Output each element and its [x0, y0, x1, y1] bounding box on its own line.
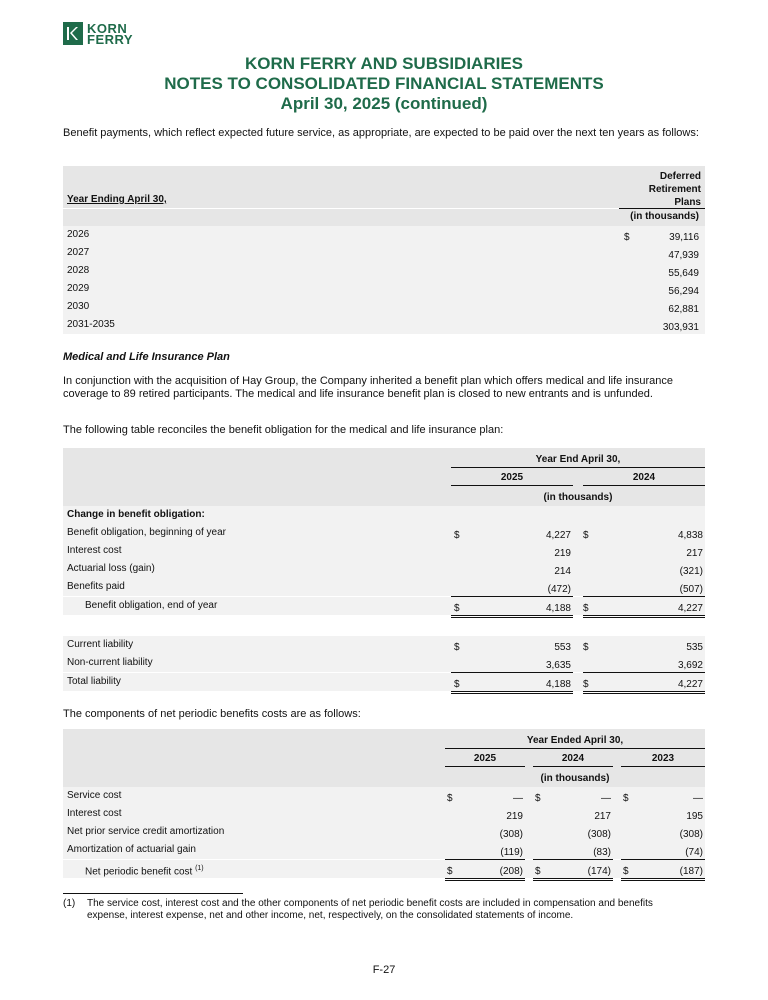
title-line-2: NOTES TO CONSOLIDATED FINANCIAL STATEMENTS	[164, 74, 604, 93]
dollar-sign: $	[454, 679, 460, 690]
value-2025: (308)	[499, 829, 523, 840]
medical-plan-paragraph: In conjunction with the acquisition of Hay Group, the Company inherited a benefit plan which offers medical and life insurance coverage to 89 retired participants. The medical and life insurance benefit plan is closed to new entrants and is unfunded.	[63, 375, 674, 400]
table-header-row	[63, 448, 705, 506]
year-header: 2025	[500, 472, 524, 483]
value-2024: 4,227	[677, 679, 703, 690]
year-header: 2024	[561, 753, 585, 764]
row-value: 39,116	[669, 232, 699, 243]
value-2024: 3,692	[677, 660, 703, 671]
value-2024: 535	[686, 642, 703, 653]
value-2023: (308)	[679, 829, 703, 840]
table-row	[63, 280, 705, 298]
row-label: Non-current liability	[67, 657, 153, 668]
row-value: 62,881	[668, 304, 699, 315]
value-2025: 4,188	[545, 679, 571, 690]
year-header: 2023	[651, 753, 675, 764]
row-label: Total liability	[67, 676, 121, 687]
units-label: (in thousands)	[543, 492, 613, 503]
footnote	[63, 898, 683, 922]
table-row	[63, 636, 705, 654]
korn-ferry-logo	[63, 22, 133, 45]
dollar-sign: $	[583, 603, 589, 614]
logo-word-2: FERRY	[87, 31, 134, 47]
table-row	[63, 298, 705, 316]
total-double-rule	[445, 878, 525, 881]
value-2024: (83)	[593, 847, 611, 858]
value-2024: 4,227	[677, 603, 703, 614]
page-number: F-27	[372, 964, 396, 976]
dollar-sign: $	[583, 530, 589, 541]
value-2023: (187)	[679, 866, 703, 877]
value-2025: (119)	[500, 847, 523, 858]
row-label-text: Net periodic benefit cost	[85, 866, 193, 878]
dollar-sign: $	[535, 866, 541, 877]
year-rule	[583, 485, 705, 486]
period-header: Year Ended April 30,	[526, 735, 624, 746]
period-rule	[451, 467, 705, 468]
row-label: Benefits paid	[67, 581, 125, 592]
value-2025: 214	[554, 566, 571, 577]
dollar-sign: $	[623, 866, 629, 877]
total-double-rule	[621, 878, 705, 881]
row-value: 303,931	[662, 322, 699, 333]
dollar-sign: $	[583, 642, 589, 653]
row-label: Net prior service credit amortization	[67, 826, 225, 837]
reconcile-paragraph: The following table reconciles the benefit obligation for the medical and life insurance plan:	[63, 424, 504, 436]
table-row	[63, 578, 705, 596]
value-2025: 4,227	[545, 530, 571, 541]
value-2024: 217	[594, 811, 611, 822]
logo-mark-icon	[63, 22, 83, 45]
value-2025: (208)	[499, 866, 523, 877]
value-2024: 4,838	[677, 530, 703, 541]
year-header: 2024	[632, 472, 656, 483]
row-label: Benefit obligation, beginning of year	[67, 527, 227, 538]
value-2025: (472)	[547, 584, 571, 595]
value-2024: (507)	[679, 584, 703, 595]
dollar-sign: $	[454, 530, 460, 541]
footnote-ref: (1)	[195, 865, 204, 872]
year-rule	[451, 485, 573, 486]
page-title	[0, 54, 768, 114]
row-label	[85, 863, 204, 878]
value-2024: (308)	[587, 829, 611, 840]
row-label: Current liability	[67, 639, 134, 650]
value-2024: 217	[686, 548, 703, 559]
value-2023: —	[693, 793, 703, 804]
row-value: 55,649	[668, 268, 699, 279]
row-value: 56,294	[668, 286, 699, 297]
period-header: Year End April 30,	[535, 454, 621, 465]
table-row	[63, 673, 705, 691]
table-row	[63, 841, 705, 859]
units-row	[63, 209, 705, 226]
spacer-row	[63, 618, 705, 636]
row-label: Benefit obligation, end of year	[85, 600, 218, 611]
units-label: (in thousands)	[540, 773, 610, 784]
title-line-3: April 30, 2025 (continued)	[280, 94, 488, 113]
table-row	[63, 262, 705, 280]
table-row	[63, 316, 705, 334]
row-label: Actuarial loss (gain)	[67, 563, 155, 574]
value-2025: 219	[554, 548, 571, 559]
dollar-sign: $	[623, 793, 629, 804]
table-row	[63, 542, 705, 560]
row-label: Amortization of actuarial gain	[67, 844, 196, 855]
row-year: 2027	[67, 247, 90, 258]
section-label: Change in benefit obligation:	[67, 509, 205, 520]
value-2024: (321)	[679, 566, 703, 577]
value-2024: —	[601, 793, 611, 804]
row-year: 2029	[67, 283, 90, 294]
table-row	[63, 654, 705, 672]
units-label: (in thousands)	[630, 211, 699, 222]
col-header-plans: Deferred Retirement Plans	[648, 171, 701, 208]
dollar-sign: $	[535, 793, 541, 804]
row-year: 2031-2035	[67, 319, 115, 330]
components-paragraph: The components of net periodic benefits costs are as follows:	[63, 708, 361, 720]
value-2025: 3,635	[545, 660, 571, 671]
table-row	[63, 560, 705, 578]
dollar-sign: $	[447, 866, 453, 877]
section-row	[63, 506, 705, 524]
footnote-text: The service cost, interest cost and the other components of net periodic benefit costs are included in compensation and benefits expense, interest expense, net and other income, net, respectively, on the consolidated statements of income.	[87, 898, 653, 921]
total-double-rule	[583, 691, 705, 694]
table-row	[63, 226, 705, 244]
value-2023: (74)	[685, 847, 703, 858]
dollar-sign: $	[454, 642, 460, 653]
value-2025: 4,188	[545, 603, 571, 614]
logo-word-1: KORN	[87, 20, 128, 36]
row-label: Interest cost	[67, 545, 122, 556]
row-year: 2026	[67, 229, 90, 240]
table-row	[63, 805, 705, 823]
intro-paragraph: Benefit payments, which reflect expected future service, as appropriate, are expected to be paid over the next ten years as follows:	[63, 127, 699, 139]
value-2025: —	[513, 793, 523, 804]
value-2024: (174)	[587, 866, 611, 877]
row-label: Interest cost	[67, 808, 122, 819]
table-row	[63, 244, 705, 262]
table-row	[63, 860, 705, 878]
year-rule	[533, 766, 613, 767]
dollar-sign: $	[624, 232, 630, 243]
row-value: 47,939	[668, 250, 699, 261]
year-rule	[621, 766, 705, 767]
value-2025: 219	[506, 811, 523, 822]
col-header-year: Year Ending April 30,	[67, 194, 167, 205]
value-2023: 195	[686, 811, 703, 822]
period-rule	[445, 748, 705, 749]
row-year: 2030	[67, 301, 90, 312]
section-heading: Medical and Life Insurance Plan	[63, 351, 230, 363]
table-header-row	[63, 729, 705, 787]
total-double-rule	[533, 878, 613, 881]
table-row	[63, 787, 705, 805]
title-line-1: KORN FERRY AND SUBSIDIARIES	[244, 54, 523, 73]
table-row	[63, 524, 705, 542]
footnote-marker: (1)	[63, 898, 76, 909]
year-rule	[445, 766, 525, 767]
dollar-sign: $	[454, 603, 460, 614]
row-label: Service cost	[67, 790, 122, 801]
table-row	[63, 823, 705, 841]
table-row	[63, 597, 705, 615]
table-header-row	[63, 166, 705, 208]
dollar-sign: $	[447, 793, 453, 804]
year-header: 2025	[473, 753, 497, 764]
value-2025: 553	[554, 642, 571, 653]
dollar-sign: $	[583, 679, 589, 690]
row-year: 2028	[67, 265, 90, 276]
footnote-divider	[63, 893, 243, 894]
total-double-rule	[451, 691, 573, 694]
